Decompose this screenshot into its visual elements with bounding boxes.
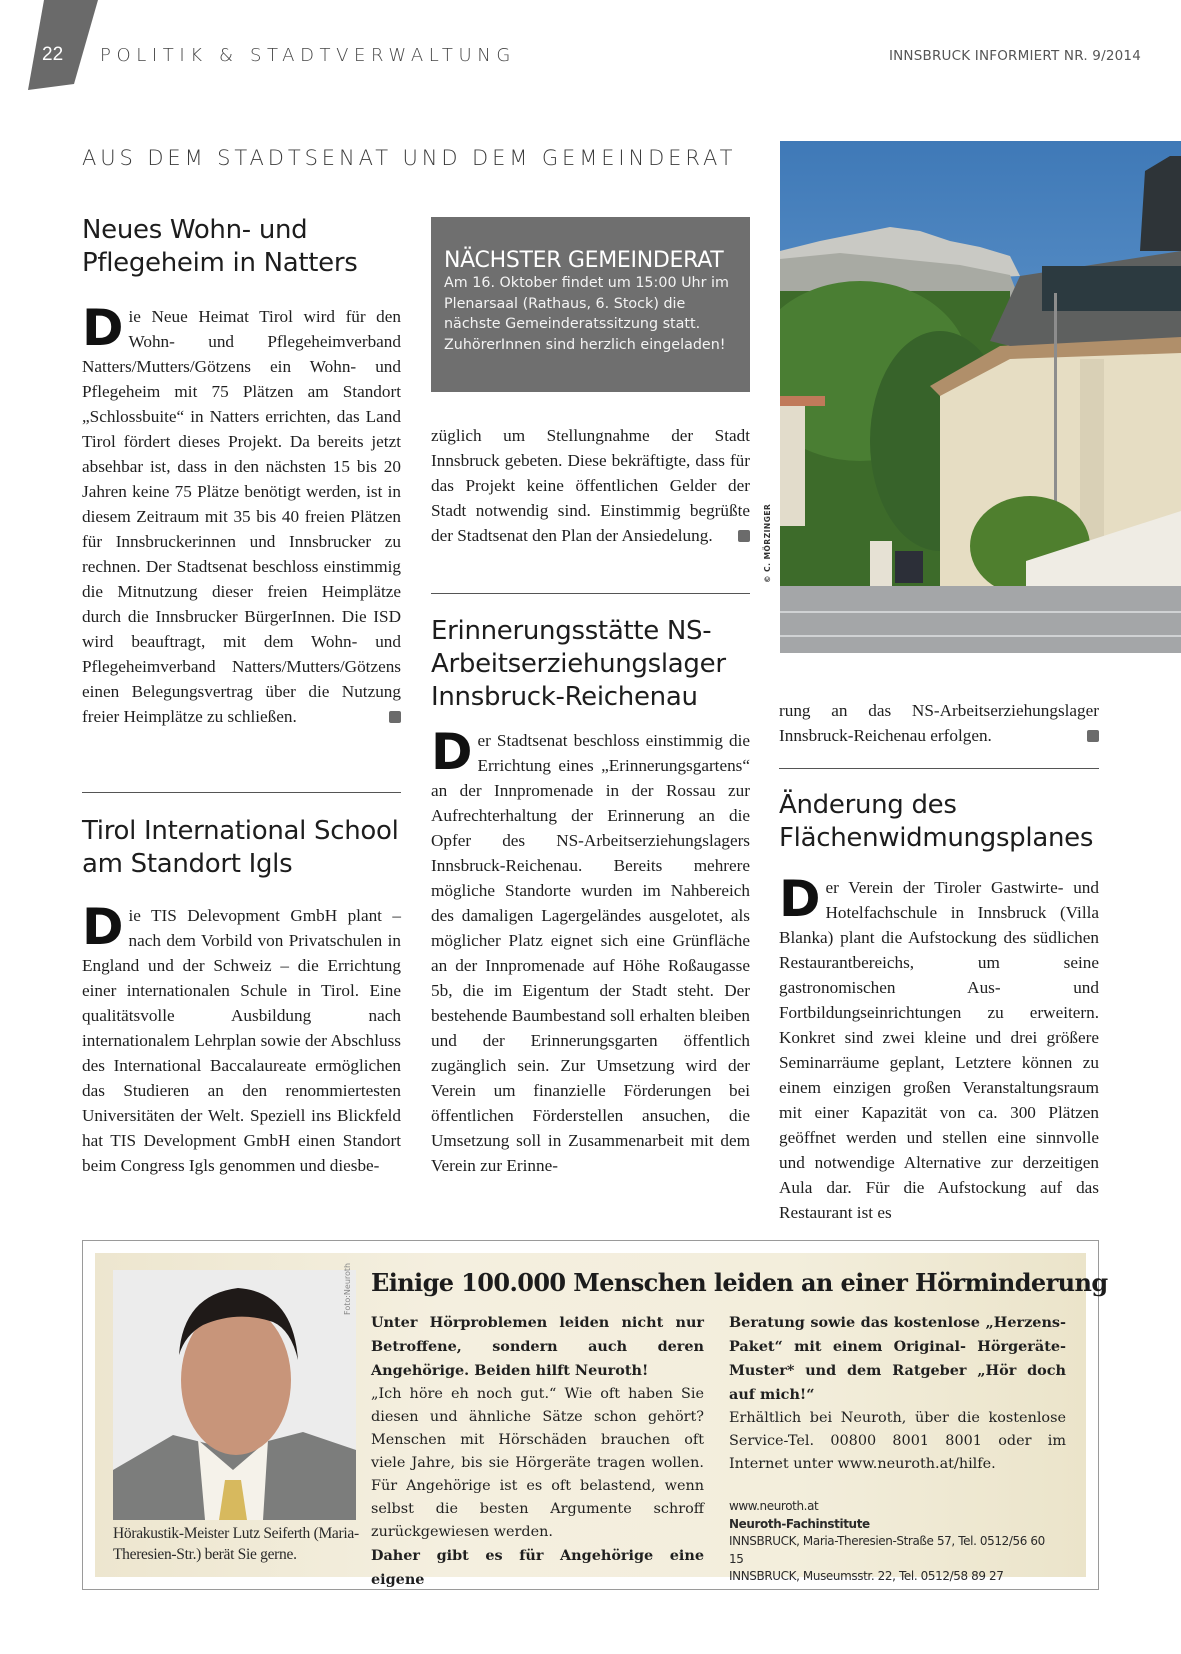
- page-number: 22: [42, 44, 64, 65]
- building-photo: [780, 141, 1181, 653]
- ad-contact-block: [729, 1497, 1052, 1585]
- article-body-continued: züglich um Stellungnahme der Stadt Innsbruck gebeten. Diese bekräftigte, dass für das Projekt keine öffentlichen Gelder der Stadt notwendig sind. Einstimmig begrüßte der Stadtsenat den Plan der Ansiedelung.: [431, 426, 750, 545]
- article-headline: Änderung des Flächenwidmungsplanes: [779, 790, 1094, 853]
- section-title: POLITIK & STADTVERWALTUNG: [100, 45, 516, 66]
- portrait-photo: [113, 1270, 356, 1520]
- ad-headline: Einige 100.000 Menschen leiden an einer Hörminderung: [371, 1268, 1108, 1297]
- portrait-credit: Foto:Neuroth: [343, 1262, 352, 1315]
- infobox-title: NÄCHSTER GEMEINDERAT: [444, 248, 724, 273]
- page-number-tab: [28, 0, 106, 90]
- infobox-text: Am 16. Oktober findet um 15:00 Uhr im Plenarsaal (Rathaus, 6. Stock) die nächste Gemeinderatssitzung statt. ZuhörerInnen sind herzlich eingeladen!: [444, 275, 729, 353]
- ad-website-link[interactable]: www.neuroth.at: [729, 1498, 819, 1513]
- article-continuation-school: [431, 423, 750, 548]
- end-mark-icon: [738, 530, 750, 542]
- article-body-continued: rung an das NS-Arbeitserziehungslager Innsbruck-Reichenau erfolgen.: [779, 701, 1099, 745]
- end-mark-icon: [389, 711, 401, 723]
- article-international-school: [82, 815, 401, 1178]
- photo-credit: © C. MÖRZINGER: [763, 503, 772, 583]
- article-flaechenwidmung: [779, 789, 1099, 1225]
- neuroth-advertisement: [82, 1240, 1108, 1590]
- drop-cap: D: [779, 870, 821, 928]
- article-continuation-erinnerung: [779, 698, 1099, 748]
- article-headline: Erinnerungsstätte NS-Arbeitserziehungslager Innsbruck-Reichenau: [431, 616, 726, 712]
- article-body: Der Stadtsenat beschloss einstimmig die Errichtung eines „Erinnerungsgartens“ an der Innpromenade in der Rossau zur Aufrechterhaltung der Erinnerung an die Opfer des NS-Arbeitserziehungslagers Innsbruck-Reichenau. Bereits mehrere mögliche Standorte wurden im Nahbereich des damaligen Lagergeländes ausgelotet, als möglicher Platz eignet sich eine Grünfläche an der Innpromenade auf Höhe Roßaugasse 5b, die im Eigentum der Stadt steht. Der bestehende Baumbestand soll erhalten bleiben und der Erinnerungsgarten öffentlich zugänglich sein. Zur Umsetzung wird der Verein um finanzielle Förderungen bei öffentlichen Förderstellen ansuchen, die Umsetzung soll in Zusammenarbeit mit dem Verein zur Erinne-: [431, 723, 750, 1175]
- portrait-caption: Hörakustik-Meister Lutz Seiferth (Maria-Theresien-Str.) berät Sie gerne.: [113, 1525, 359, 1563]
- ad-address-1: INNSBRUCK, Maria-Theresien-Straße 57, Tel. 0512/56 60 15: [729, 1533, 1045, 1566]
- end-mark-icon: [1087, 730, 1099, 742]
- next-council-infobox: [431, 217, 750, 392]
- ad-company: Neuroth-Fachinstitute: [729, 1515, 870, 1531]
- ad-text-column-1: Unter Hörproblemen leiden nicht nur Betroffene, sondern auch deren Angehörige. Beiden hilft Neuroth! „Ich höre eh noch gut.“ Wie oft haben Sie diesen und ähnliche Sätze schon gehört? Menschen mit Hörschäden brauchen oft viele Jahre, bis sie Hörgeräte tragen wollen. Für Angehörige ist es oft belastend, wenn selbst die besten Argumente schroff zurückgewiesen werden. Daher gibt es für Angehörige eine eigene: [371, 1314, 704, 1588]
- portrait-image: [113, 1270, 356, 1520]
- article-body: Die TIS Delevopment GmbH plant – nach dem Vorbild von Privatschulen in England und der Schweiz – die Errichtung einer internationalen Schule in Tirol. Eine qualitätsvolle Ausbildung nach internationalem Lehrplan sowie der Abschluss des International Baccalaureate ermöglichen das Studieren an den renommiertesten Universitäten der Welt. Speziell ins Blickfeld hat TIS Development GmbH einen Standort beim Congress Igls genommen und diesbe-: [82, 898, 401, 1175]
- article-erinnerungsstaette: [431, 615, 750, 1178]
- ad-address-2: INNSBRUCK, Museumsstr. 22, Tel. 0512/58 89 27: [729, 1568, 1004, 1583]
- page-kicker: AUS DEM STADTSENAT UND DEM GEMEINDERAT: [82, 146, 737, 170]
- drop-cap: D: [431, 723, 473, 781]
- ad-panel: [95, 1253, 1108, 1588]
- building-photo-image: [780, 141, 1181, 653]
- drop-cap: D: [82, 299, 124, 357]
- divider: [779, 768, 1099, 769]
- article-body: Der Verein der Tiroler Gastwirte- und Hotelfachschule in Innsbruck (Villa Blanka) plant die Aufstockung des südlichen Restaurantbereichs, um seine gastronomischen Aus- und Fortbildungseinrichtungen zu erweitern. Konkret sind zwei kleine und drei größere Seminarräume geplant, Letztere können zu einem einzigen großen Veranstaltungsraum mit einer Kapazität von ca. 300 Plätzen geöffnet werden und stellen eine sinnvolle und notwendige Alternative zur derzeitigen Aula dar. Für die Aufstockung auf das Restaurant ist es: [779, 870, 1099, 1222]
- ad-text-column-2: Beratung sowie das kostenlose „Herzens-Paket“ mit einem Original- Hörgeräte-Muster* und dem Ratgeber „Hör doch auf mich!“ Erhältlich bei Neuroth, über die kostenlose Service-Tel. 00800 8001 8001 oder im Internet unter www.neuroth.at/hilfe.: [729, 1314, 1066, 1472]
- article-body: Die Neue Heimat Tirol wird für den Wohn- und Pflegeheimverband Natters/Mutters/Götzens ein Wohn- und Pflegeheim mit 75 Plätzen am Standort „Schlossbuite“ in Natters errichten, das Land Tirol fördert dieses Projekt. Da bereits jetzt absehbar ist, dass in den nächsten 15 bis 20 Jahren keine 75 Plätze benötigt werden, ist in diesem Zeitraum mit 35 bis 40 freien Plätzen für Innsbruckerinnen und Innsbrucker zu rechnen. Der Stadtsenat beschloss einstimmig die Mitnutzung dieser freien Heimplätze durch die Innsbrucker BürgerInnen. Die ISD wird beauftragt, mit dem Wohn- und Pflegeheimverband Natters/Mutters/Götzens einen Belegungsvertrag über die Nutzung freier Heimplätze zu schließen.: [82, 299, 401, 726]
- drop-cap: D: [82, 898, 124, 956]
- article-headline: Neues Wohn- und Pflegeheim in Natters: [82, 215, 358, 278]
- article-headline: Tirol International School am Standort Igls: [82, 816, 399, 879]
- issue-label: INNSBRUCK INFORMIERT NR. 9/2014: [888, 48, 1141, 64]
- article-pflegeheim: [82, 214, 401, 729]
- divider: [82, 792, 401, 793]
- divider: [431, 593, 750, 594]
